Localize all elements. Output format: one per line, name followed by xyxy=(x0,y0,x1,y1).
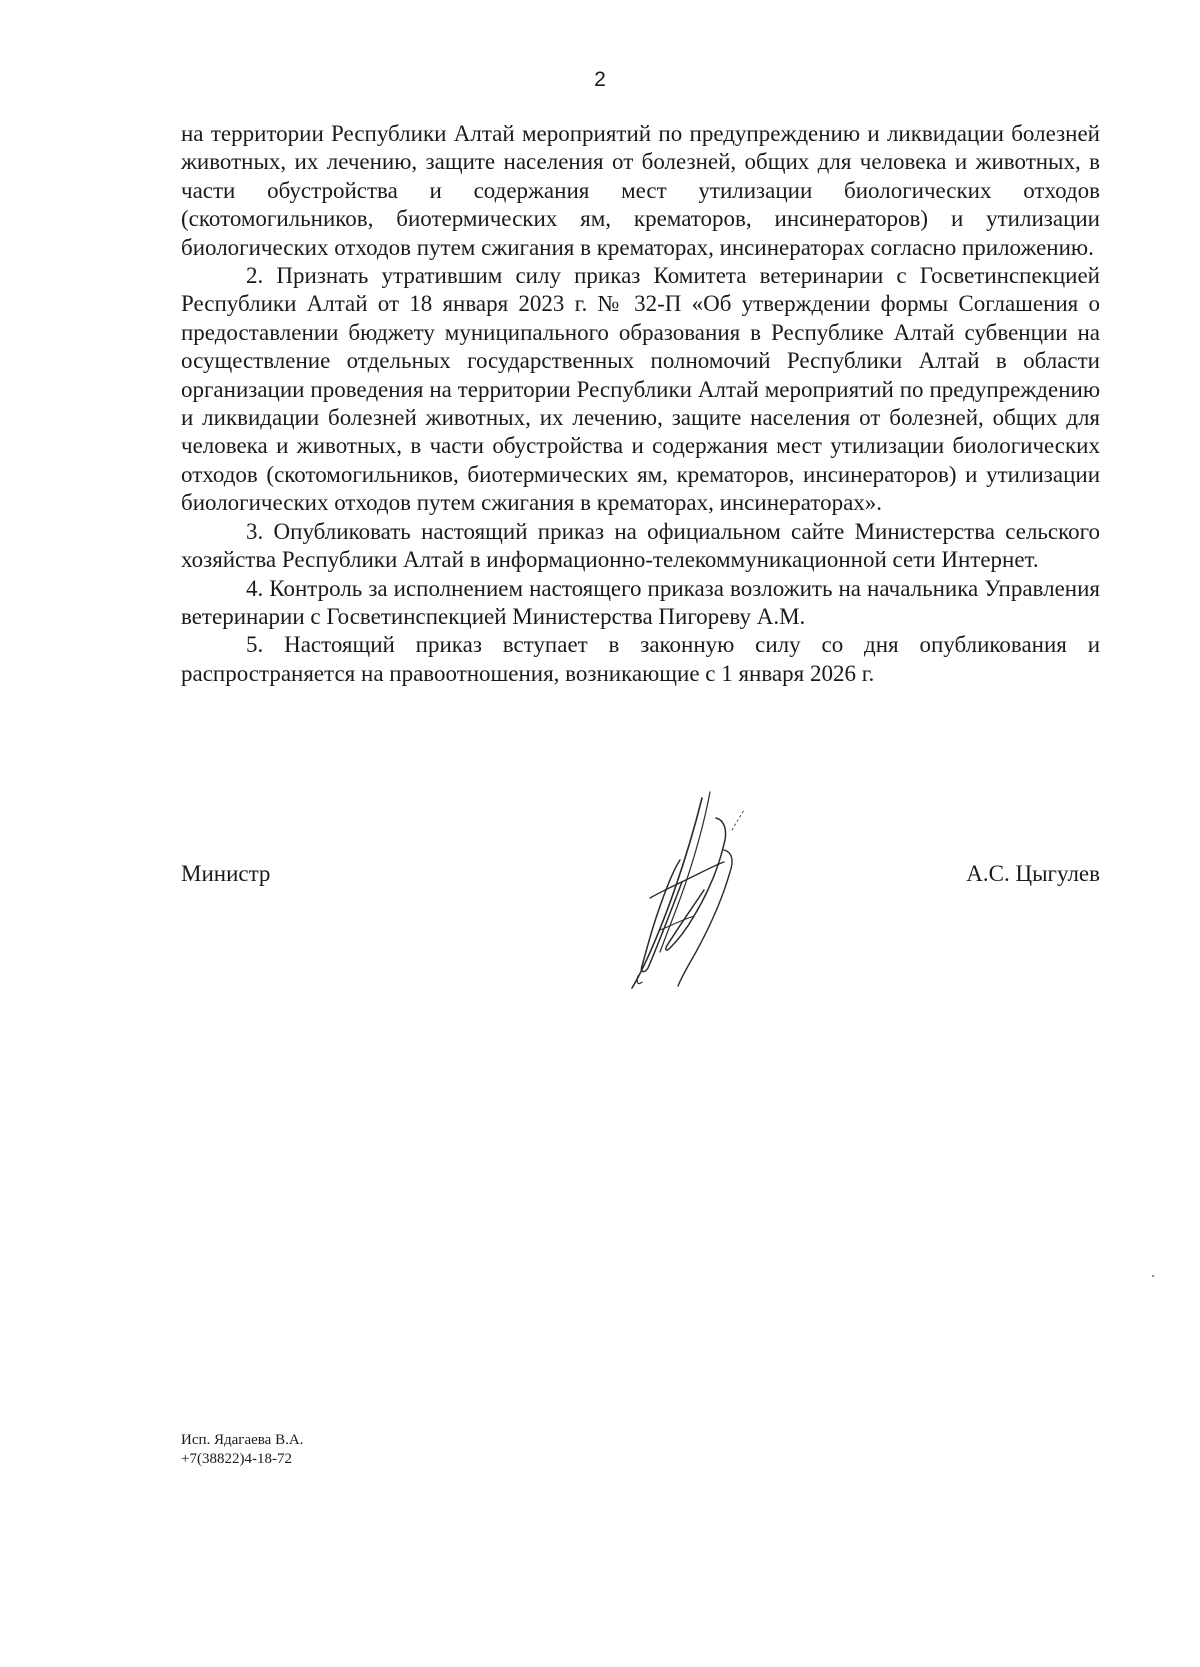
scan-artifact xyxy=(1152,1275,1154,1277)
executor-info xyxy=(181,1431,303,1469)
paragraph-item-4: 4. Контроль за исполнением настоящего приказа возложить на начальника Управления ветеринарии с Госветинспекцией Министерства Пигореву А.М. xyxy=(181,575,1100,629)
paragraph-continuation: на территории Республики Алтай мероприятий по предупреждению и ликвидации болезней животных, их лечению, защите населения от болезней, общих для человека и животных, в части обустройства и содержания мест утилизации биологических отходов (скотомогильников, биотермических ям, крематоров, инсинераторов) и утилизации биологических отходов путем сжигания в крематорах, инсинераторах согласно приложению. xyxy=(181,121,1100,260)
document-body xyxy=(181,120,1100,688)
signer-name: А.С. Цыгулев xyxy=(966,861,1100,886)
page-number: 2 xyxy=(594,68,606,91)
executor-name: Исп. Ядагаева В.А. xyxy=(181,1432,304,1448)
executor-phone: +7(38822)4-18-72 xyxy=(181,1451,292,1467)
signer-title: Министр xyxy=(181,861,271,886)
paragraph-item-2: 2. Признать утратившим силу приказ Комитета ветеринарии с Госветинспекцией Республики Алтай от 18 января 2023 г. № 32-П «Об утверждении формы Соглашения о предоставлении бюджету муниципального образования в Республике Алтай субвенции на осуществление отдельных государственных полномочий Республики Алтай в области организации проведения на территории Республики Алтай мероприятий по предупреждению и ликвидации болезней животных, их лечению, защите населения от болезней, общих для человека и животных, в части обустройства и содержания мест утилизации биологических отходов (скотомогильников, биотермических ям, крематоров, инсинераторов) и утилизации биологических отходов путем сжигания в крематорах, инсинераторах». xyxy=(181,263,1100,516)
paragraph-item-3: 3. Опубликовать настоящий приказ на официальном сайте Министерства сельского хозяйства Республики Алтай в информационно-телекоммуникационной сети Интернет. xyxy=(181,518,1100,573)
handwritten-signature xyxy=(620,790,760,995)
paragraph-item-5: 5. Настоящий приказ вступает в законную силу со дня опубликования и распространяется на правоотношения, возникающие с 1 января 2026 г. xyxy=(181,632,1100,686)
